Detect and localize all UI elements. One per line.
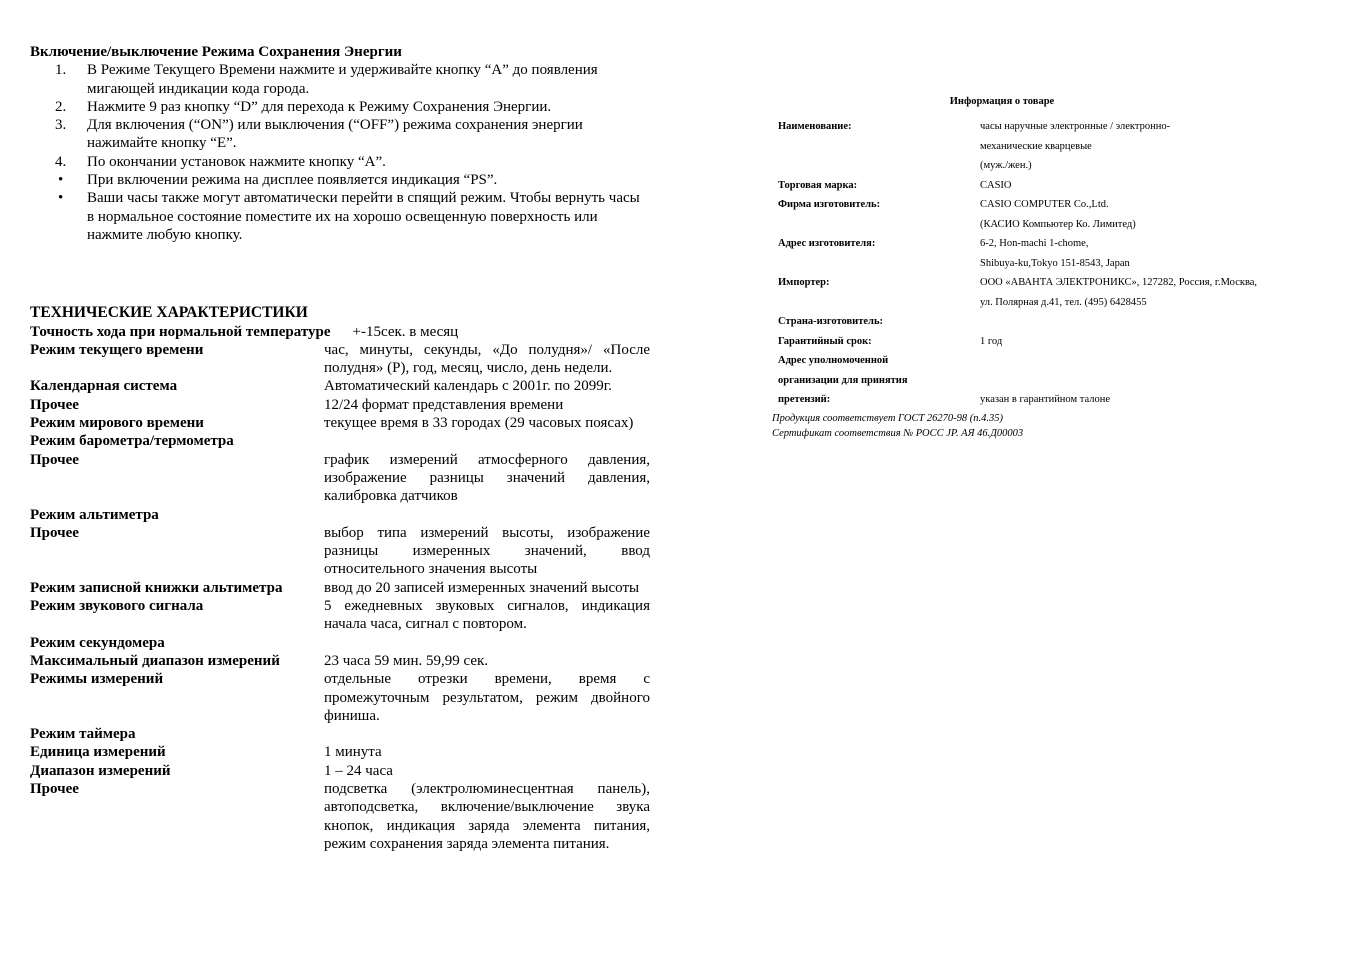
info-row: Гарантийный срок: 1 год xyxy=(778,335,1003,347)
info-row: Торговая марка: CASIO xyxy=(778,179,1012,191)
product-info-title: Информация о товаре xyxy=(949,96,1055,107)
left-column xyxy=(30,43,650,853)
product-info-table xyxy=(778,117,1290,410)
specs-table xyxy=(30,323,650,854)
info-row: (муж./жен.) xyxy=(980,160,1032,171)
spec-row: Единица измерений 1 минута xyxy=(30,744,382,761)
info-row: претензий: указан в гарантийном талоне xyxy=(778,394,1110,405)
spec-row: Режим записной книжки альтиметра ввод до 20 записей измеренных значений высоты xyxy=(30,579,640,596)
spec-row: Прочее подсветка (электролюминесцентная панель), автоподсветка, включение/выключение звука кнопок, индикация заряда элемента питания, режим сохранения заряда элемента питания. xyxy=(30,780,650,852)
spec-row: Точность хода при нормальной температуре +-15сек. в месяц xyxy=(30,323,459,340)
spec-row: Прочее график измерений атмосферного давления, изображение разницы значений давления, калибровка датчиков xyxy=(30,451,650,505)
info-row: ул. Полярная д.41, тел. (495) 6428455 xyxy=(980,296,1147,308)
info-row: Наименование: часы наручные электронные / электронно- xyxy=(778,121,1171,132)
info-row: организации для принятия xyxy=(778,374,908,386)
info-row: Импортер: ООО «АВАНТА ЭЛЕКТРОНИКС», 127282, Россия, г.Москва, xyxy=(778,277,1258,288)
info-row: Адрес изготовителя: 6-2, Hon-machi 1-chome, xyxy=(778,238,1089,249)
spec-row: Режим секундомера xyxy=(30,634,165,651)
specs-title: ТЕХНИЧЕСКИЕ ХАРАКТЕРИСТИКИ xyxy=(30,304,308,322)
spec-row: Режим мирового времени текущее время в 33 городах (29 часовых поясах) xyxy=(30,415,634,432)
info-row: Страна-изготовитель: xyxy=(778,316,883,327)
footnote-gost: Продукция соответствует ГОСТ 26270-98 (п.4.35) xyxy=(772,412,1004,424)
info-row: механические кварцевые xyxy=(980,140,1092,152)
step-item: 3. Для включения (“ON”) или выключения (“OFF”) режима сохранения энергии нажимайте кнопку “E”. xyxy=(55,117,583,152)
info-row: Адрес уполномоченной xyxy=(778,355,889,366)
info-row: Shibuya-ku,Tokyo 151-8543, Japan xyxy=(980,257,1130,269)
spec-row: Прочее выбор типа измерений высоты, изображение разницы измеренных значений, ввод относительного значения высоты xyxy=(30,524,650,578)
spec-row: Режим альтиметра xyxy=(30,506,159,523)
info-row: Фирма изготовитель: CASIO COMPUTER Co.,Ltd. xyxy=(778,199,1109,210)
spec-row: Режим звукового сигнала 5 ежедневных звуковых сигналов, индикация начала часа, сигнал с повтором. xyxy=(30,598,650,633)
power-saving-steps xyxy=(30,61,650,244)
spec-row: Календарная система Автоматический календарь с 2001г. по 2099г. xyxy=(30,378,612,395)
step-item: 2. Нажмите 9 раз кнопку “D” для перехода к Режиму Сохранения Энергии. xyxy=(55,98,552,115)
spec-row: Режим барометра/термометра xyxy=(30,433,234,450)
spec-row: Режимы измерений отдельные отрезки времени, время с промежуточным результатом, режим двойного финиша. xyxy=(30,671,650,724)
product-info-panel xyxy=(772,96,1292,440)
spec-row: Режим таймера xyxy=(30,726,136,743)
power-saving-title: Включение/выключение Режима Сохранения Энергии xyxy=(30,44,402,60)
bullet-item: • Ваши часы также могут автоматически перейти в спящий режим. Чтобы вернуть часы в нормальное состояние поместите их на хорошо освещенную поверхность или нажмите любую кнопку. xyxy=(58,190,640,243)
spec-row: Максимальный диапазон измерений 23 часа 59 мин. 59,99 сек. xyxy=(30,652,489,669)
spec-row: Прочее 12/24 формат представления времени xyxy=(30,396,564,413)
step-item: 4. По окончании установок нажмите кнопку “A”. xyxy=(55,153,386,170)
info-row: (КАСИО Компьютер Ко. Лимитед) xyxy=(980,218,1136,230)
spec-row: Режим текущего времени час, минуты, секунды, «До полудня»/ «После полудня» (P), год, месяц, число, день недели. xyxy=(30,341,650,377)
spec-row: Диапазон измерений 1 – 24 часа xyxy=(30,762,393,779)
step-item: 1. В Режиме Текущего Времени нажмите и удерживайте кнопку “A” до появления мигающей индикации кода города. xyxy=(55,62,598,97)
bullet-item: • При включении режима на дисплее появляется индикация “PS”. xyxy=(58,172,498,189)
footnote-certificate: Сертификат соответствия № РОСС JP. АЯ 46.Д00003 xyxy=(772,427,1024,439)
